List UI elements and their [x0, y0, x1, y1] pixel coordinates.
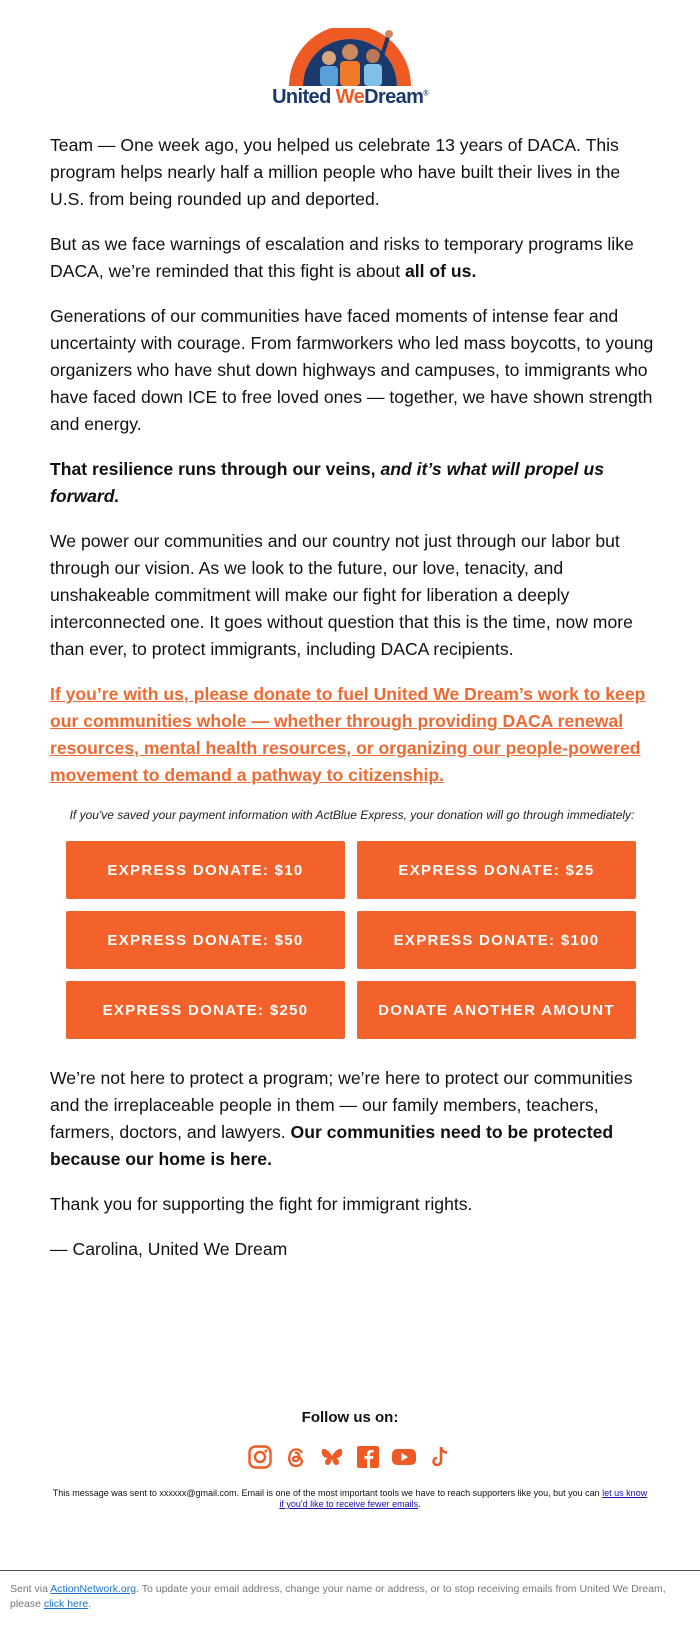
instagram-icon[interactable] — [247, 1444, 273, 1470]
paragraph-intro: Team — One week ago, you helped us celebrate 13 years of DACA. This program helps nearly half a million people who have built their lives in the U.S. from being rounded up and deported. — [50, 135, 621, 209]
youtube-icon[interactable] — [391, 1444, 417, 1470]
logo-graphic — [285, 28, 415, 86]
express-donate-250-button[interactable]: EXPRESS DONATE: $250 — [66, 981, 345, 1039]
paragraph-generations: Generations of our communities have faced moments of intense fear and uncertainty with courage. From farmworkers who led mass boycotts, to young organizers who have shut down highways and campuses, to immigrants who have faced down ICE to free loved ones — together, we have shown strength and energy. — [50, 306, 654, 434]
email-body — [50, 132, 654, 1281]
express-donate-100-button[interactable]: EXPRESS DONATE: $100 — [357, 911, 636, 969]
fewer-emails-link[interactable]: let us know if you'd like to receive fewer emails — [279, 1488, 648, 1509]
paragraph-vision: We power our communities and our country not just through our labor but through our vision. As we look to the future, our love, tenacity, and unshakeable commitment will make our fight for liberation a deeply interconnected one. It goes without question that this is the time, now more than ever, to protect immigrants, including DACA recipients. — [50, 531, 633, 659]
donate-another-amount-button[interactable]: DONATE ANOTHER AMOUNT — [357, 981, 636, 1039]
unsubscribe-link[interactable]: click here — [43, 1598, 89, 1610]
paragraph-resilience: That resilience runs through our veins, and it’s what will propel us forward. — [50, 459, 604, 506]
paragraph-protect: We’re not here to protect a program; we’re here to protect our communities and the irreplaceable people in them — our family members, teachers, farmers, doctors, and lawyers. Our communities need to be protected because our home is here. — [50, 1068, 633, 1169]
paragraph-escalation: But as we face warnings of escalation and risks to temporary programs like DACA, we’re reminded that this fight is about all of us. — [50, 234, 634, 281]
social-icons — [0, 1444, 700, 1470]
facebook-icon[interactable] — [355, 1444, 381, 1470]
threads-icon[interactable] — [283, 1444, 309, 1470]
express-donate-25-button[interactable]: EXPRESS DONATE: $25 — [357, 841, 636, 899]
donate-cta-link[interactable]: If you’re with us, please donate to fuel United We Dream’s work to keep our communities whole — whether through providing DACA renewal resources, mental health resources, or organizing our people-powered movement to demand a pathway to citizenship. — [50, 684, 646, 785]
header-logo[interactable] — [0, 22, 700, 114]
signature: — Carolina, United We Dream — [50, 1239, 288, 1259]
actionnetwork-link[interactable]: ActionNetwork.org — [50, 1583, 137, 1595]
logo-wordmark: United WeDream® — [272, 86, 428, 108]
follow-us-label: Follow us on: — [301, 1409, 399, 1426]
actblue-express-notice: If you've saved your payment information with ActBlue Express, your donation will go through immediately: — [69, 808, 635, 822]
footer: Sent via ActionNetwork.org. To update your email address, change your name or address, or to stop receiving emails from United We Dream, please click here. — [10, 1583, 666, 1610]
express-donate-10-button[interactable]: EXPRESS DONATE: $10 — [66, 841, 345, 899]
paragraph-thanks: Thank you for supporting the fight for immigrant rights. — [50, 1194, 473, 1214]
tiktok-icon[interactable] — [427, 1444, 453, 1470]
bluesky-icon[interactable] — [319, 1444, 345, 1470]
express-donate-50-button[interactable]: EXPRESS DONATE: $50 — [66, 911, 345, 969]
footer-divider — [0, 1570, 700, 1571]
email-notice: This message was sent to xxxxxx@gmail.com. Email is one of the most important tools we have to reach supporters like you, but you can let us know if you'd like to receive fewer emails. — [52, 1488, 648, 1509]
donate-button-grid — [66, 841, 654, 1039]
